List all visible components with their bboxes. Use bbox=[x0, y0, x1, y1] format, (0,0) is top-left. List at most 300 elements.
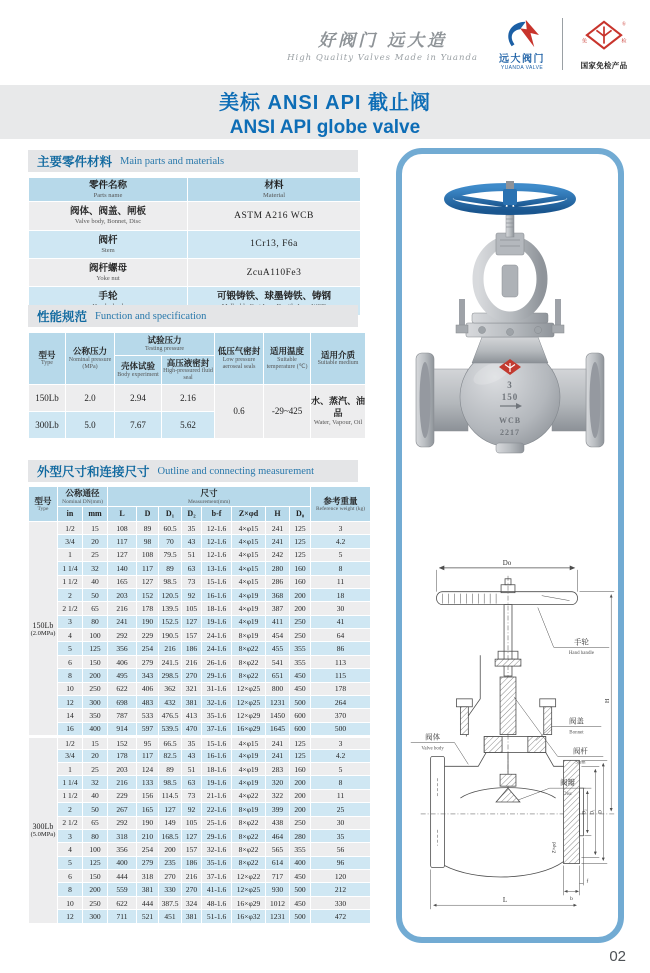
dim-cell: 914 bbox=[108, 723, 136, 735]
dim-cell: 92 bbox=[182, 589, 201, 601]
dim-cell: 241 bbox=[108, 616, 136, 628]
dim-cell: 98 bbox=[137, 535, 158, 547]
marking-heat-number: 2217 bbox=[500, 428, 520, 437]
dim-cell: 267 bbox=[108, 803, 136, 815]
h-en: Reference weight (kg) bbox=[315, 506, 366, 513]
part-name-cell: 阀体、阀盖、闸板 Valve body, Bonnet, Disc bbox=[29, 202, 187, 229]
dim-cell: 300 bbox=[83, 910, 107, 922]
dims-row bbox=[29, 803, 370, 815]
dim-cell: 186 bbox=[182, 857, 201, 869]
dim-cell: 8×φ22 bbox=[232, 830, 265, 842]
dim-cell: 30 bbox=[311, 602, 370, 614]
dim-cell: 30 bbox=[311, 817, 370, 829]
dim-cell: 406 bbox=[137, 683, 158, 695]
dim-cell: 86 bbox=[311, 642, 370, 654]
spec-cell: 2.16 bbox=[162, 385, 214, 411]
dims-row bbox=[29, 683, 370, 695]
dim-cell: 63 bbox=[182, 562, 201, 574]
page-number: 02 bbox=[609, 948, 626, 965]
part-name-cell: 阀杆螺母 Yoke nut bbox=[29, 259, 187, 286]
dim-cell: 4 bbox=[58, 843, 82, 855]
dim-cell: 241.5 bbox=[159, 656, 181, 668]
dim-cell: 411 bbox=[266, 616, 289, 628]
registered-mark: ® bbox=[622, 22, 626, 28]
dim-cell: 178 bbox=[137, 602, 158, 614]
dim-cell: 89 bbox=[159, 763, 181, 775]
col-label-en: Parts name bbox=[93, 191, 123, 199]
dims-row bbox=[29, 870, 370, 882]
dim-cell: 140 bbox=[108, 562, 136, 574]
badge-label: 国家免检产品 bbox=[580, 61, 628, 71]
dims-row bbox=[29, 576, 370, 588]
dim-cell: 48-1.6 bbox=[202, 897, 231, 909]
dim-cell: 16-1.6 bbox=[202, 589, 231, 601]
dim-cell: 16×φ29 bbox=[232, 897, 265, 909]
dim-d-label: D bbox=[598, 810, 604, 814]
dim-cell: 160 bbox=[290, 576, 310, 588]
dim-cell: 186 bbox=[182, 642, 201, 654]
dim-cell: 216 bbox=[182, 870, 201, 882]
dim-cell: 4.2 bbox=[311, 535, 370, 547]
dim-cell: 50 bbox=[83, 803, 107, 815]
dim-cell: 279 bbox=[137, 656, 158, 668]
dims-row bbox=[29, 709, 370, 721]
dim-cell: 500 bbox=[290, 696, 310, 708]
dim-cell: 29-1.6 bbox=[202, 669, 231, 681]
h-en: Suitable temperature (℃) bbox=[266, 356, 308, 370]
dim-cell: 4×φ19 bbox=[232, 763, 265, 775]
col-parts-name bbox=[29, 178, 187, 201]
dim-cell: 21-1.6 bbox=[202, 790, 231, 802]
dim-cell: 318 bbox=[108, 830, 136, 842]
dim-cell: 51-1.6 bbox=[202, 910, 231, 922]
dim-cell: 5 bbox=[311, 763, 370, 775]
heading-en: Main parts and materials bbox=[120, 155, 225, 167]
body-label-en: Valve body bbox=[421, 746, 444, 752]
type-group-cell: 300Lb (5.0MPa) bbox=[29, 736, 57, 922]
dim-cell: 216 bbox=[159, 642, 181, 654]
drawing-right-flange bbox=[564, 760, 580, 863]
dim-cell: 152.5 bbox=[159, 616, 181, 628]
col-nominal-pressure bbox=[66, 333, 114, 384]
drawing-seat bbox=[496, 788, 520, 802]
section-heading bbox=[28, 460, 358, 482]
materials-row bbox=[29, 259, 360, 286]
dim-cell: 1231 bbox=[266, 696, 289, 708]
dim-cell: 40 bbox=[83, 576, 107, 588]
dim-cell: 270 bbox=[182, 883, 201, 895]
dim-cell: 96 bbox=[311, 857, 370, 869]
dims-row bbox=[29, 723, 370, 735]
dim-cell: 4×φ19 bbox=[232, 750, 265, 762]
dim-cell: 241 bbox=[266, 750, 289, 762]
dim-cell: 105 bbox=[182, 602, 201, 614]
dim-cell: 450 bbox=[290, 897, 310, 909]
dims-row bbox=[29, 883, 370, 895]
dim-cell: 32 bbox=[83, 562, 107, 574]
title-bar bbox=[0, 85, 650, 139]
dim-cell: 152 bbox=[108, 736, 136, 748]
h-en: Low pressure aeroseal seals bbox=[222, 356, 256, 370]
dim-cell: 127 bbox=[182, 616, 201, 628]
dim-cell: 500 bbox=[311, 723, 370, 735]
dim-cell: 254 bbox=[137, 642, 158, 654]
section-specification bbox=[28, 305, 366, 439]
dim-cell: 286 bbox=[266, 576, 289, 588]
dim-cell: 178 bbox=[108, 750, 136, 762]
dim-cell: 8×φ22 bbox=[232, 843, 265, 855]
dim-cell: 12 bbox=[58, 910, 82, 922]
dim-cell: 43 bbox=[182, 750, 201, 762]
dim-cell: 483 bbox=[137, 696, 158, 708]
dim-cell: 11 bbox=[311, 576, 370, 588]
dims-row bbox=[29, 549, 370, 561]
dim-cell: 250 bbox=[83, 683, 107, 695]
dim-cell: 12×φ25 bbox=[232, 683, 265, 695]
col-label-cn: 材料 bbox=[264, 180, 284, 191]
dim-cell: 597 bbox=[137, 723, 158, 735]
dim-cell: 464 bbox=[266, 830, 289, 842]
dim-cell: 190 bbox=[137, 817, 158, 829]
dim-cell: 264 bbox=[311, 696, 370, 708]
dim-cell: 600 bbox=[290, 709, 310, 721]
dim-cell: 330 bbox=[311, 897, 370, 909]
dim-cell: 37-1.6 bbox=[202, 870, 231, 882]
heading-en: Outline and connecting measurement bbox=[157, 465, 315, 477]
dim-cell: 120 bbox=[311, 870, 370, 882]
dim-cell: 8 bbox=[311, 776, 370, 788]
dim-cell: 15-1.6 bbox=[202, 576, 231, 588]
body-label-cn: 阀体 bbox=[425, 732, 441, 742]
dim-cell: 559 bbox=[108, 883, 136, 895]
sub-col-D0: D₀ bbox=[290, 507, 310, 521]
dim-cell: 60.5 bbox=[159, 522, 181, 534]
dim-cell: 127 bbox=[159, 803, 181, 815]
inspection-free-badge bbox=[574, 18, 634, 70]
dim-cell: 18-1.6 bbox=[202, 602, 231, 614]
spec-cell: 150Lb bbox=[29, 385, 65, 411]
dim-cell: 298.5 bbox=[159, 669, 181, 681]
h-cn: 型号 bbox=[38, 349, 56, 360]
drawing-disc bbox=[500, 774, 516, 786]
medium-cell: 水、蒸汽、油品 Water, Vapour, Oil bbox=[311, 385, 365, 438]
dim-cell: 82.5 bbox=[159, 750, 181, 762]
dim-cell: 15-1.6 bbox=[202, 736, 231, 748]
dim-cell: 250 bbox=[290, 616, 310, 628]
dim-cell: 4×φ15 bbox=[232, 549, 265, 561]
col-measurement bbox=[108, 487, 310, 506]
dim-cell: 387 bbox=[266, 602, 289, 614]
dim-cell: 622 bbox=[108, 897, 136, 909]
dim-cell: 18 bbox=[311, 589, 370, 601]
dim-cell: 41 bbox=[311, 616, 370, 628]
h-en: Nominal DN(mm) bbox=[62, 498, 103, 505]
dim-cell: 95 bbox=[137, 736, 158, 748]
dim-cell: 127 bbox=[182, 830, 201, 842]
dim-cell: 216 bbox=[108, 776, 136, 788]
dim-cell: 241 bbox=[266, 736, 289, 748]
dim-cell: 8 bbox=[311, 562, 370, 574]
dim-cell: 12×φ25 bbox=[232, 696, 265, 708]
dim-cell: 1 1/4 bbox=[58, 776, 82, 788]
dim-cell: 1450 bbox=[266, 709, 289, 721]
dims-row bbox=[29, 629, 370, 641]
dim-cell: 250 bbox=[83, 897, 107, 909]
dims-row bbox=[29, 817, 370, 829]
dim-cell: 12-1.6 bbox=[202, 535, 231, 547]
handwheel-label-en: Hand handle bbox=[568, 651, 595, 657]
stem-label-en: Stem bbox=[575, 760, 586, 766]
h-cn: 公称通径 bbox=[65, 488, 100, 498]
dim-cell: 51 bbox=[182, 549, 201, 561]
dim-d2-label: D₂ bbox=[582, 809, 588, 815]
dim-cell: 4×φ15 bbox=[232, 535, 265, 547]
dim-cell: 165 bbox=[137, 803, 158, 815]
section-materials bbox=[28, 150, 358, 316]
h-en: Type bbox=[37, 506, 49, 513]
dim-cell: 203 bbox=[108, 763, 136, 775]
dim-cell: 200 bbox=[290, 803, 310, 815]
dims-row bbox=[29, 763, 370, 775]
h-cn: 高压液密封 bbox=[166, 357, 210, 368]
dim-cell: 283 bbox=[266, 763, 289, 775]
dim-cell: 32-1.6 bbox=[202, 843, 231, 855]
dim-cell: 381 bbox=[182, 910, 201, 922]
dims-row bbox=[29, 843, 370, 855]
materials-row bbox=[29, 202, 360, 229]
dim-cell: 400 bbox=[290, 857, 310, 869]
material-cell: ZcuA110Fe3 bbox=[188, 259, 360, 286]
dim-cell: 355 bbox=[290, 642, 310, 654]
dim-cell: 8×φ22 bbox=[232, 817, 265, 829]
yuanda-logo-icon bbox=[500, 18, 544, 50]
sub-col-mm: mm bbox=[83, 507, 107, 521]
stem-label-cn: 阀杆 bbox=[573, 746, 588, 756]
col-reference-weight bbox=[311, 487, 370, 521]
dim-cell: 2 bbox=[58, 803, 82, 815]
dim-cell: 1 1/2 bbox=[58, 576, 82, 588]
dim-cell: 35 bbox=[182, 522, 201, 534]
dim-cell: 25 bbox=[83, 763, 107, 775]
section-heading bbox=[28, 150, 358, 172]
page-title-en: ANSI API globe valve bbox=[229, 116, 421, 138]
h-en: Body experiment bbox=[117, 371, 159, 378]
dim-cell: 279 bbox=[137, 857, 158, 869]
col-medium bbox=[311, 333, 365, 384]
dim-h-label: H bbox=[605, 698, 612, 703]
bonnet-label-cn: 阀盖 bbox=[569, 716, 584, 726]
dim-cell: 235 bbox=[159, 857, 181, 869]
dim-cell: 8×φ22 bbox=[232, 857, 265, 869]
dim-cell: 495 bbox=[108, 669, 136, 681]
dim-cell: 108 bbox=[137, 549, 158, 561]
dim-cell: 150 bbox=[83, 870, 107, 882]
dim-cell: 400 bbox=[83, 723, 107, 735]
dim-cell: 190 bbox=[137, 616, 158, 628]
dim-cell: 330 bbox=[159, 883, 181, 895]
dim-cell: 16×φ32 bbox=[232, 910, 265, 922]
dim-cell: 368 bbox=[266, 589, 289, 601]
dim-cell: 200 bbox=[83, 883, 107, 895]
dim-cell: 444 bbox=[108, 870, 136, 882]
dim-cell: 19-1.6 bbox=[202, 776, 231, 788]
dim-cell: 470 bbox=[182, 723, 201, 735]
dim-cell: 1645 bbox=[266, 723, 289, 735]
dim-cell: 4×φ19 bbox=[232, 616, 265, 628]
drawing-left-flange bbox=[431, 756, 445, 867]
dim-cell: 124 bbox=[137, 763, 158, 775]
dims-row bbox=[29, 857, 370, 869]
sub-col-D1: D₁ bbox=[159, 507, 181, 521]
dim-cell: 600 bbox=[290, 723, 310, 735]
dim-cell: 8×φ19 bbox=[232, 803, 265, 815]
dims-row bbox=[29, 589, 370, 601]
dim-cell: 1 bbox=[58, 549, 82, 561]
material-cell: ASTM A216 WCB bbox=[188, 202, 360, 229]
dim-cell: 444 bbox=[137, 897, 158, 909]
dim-cell: 73 bbox=[182, 790, 201, 802]
dim-cell: 3 bbox=[311, 736, 370, 748]
material-cell: 1Cr13, F6a bbox=[188, 231, 360, 258]
dim-cell: 1231 bbox=[266, 910, 289, 922]
marking-material: WCB bbox=[498, 416, 522, 425]
h-en: High-pressured fluid seal bbox=[163, 368, 213, 382]
page-title-cn: 美标 ANSI API 截止阀 bbox=[218, 91, 432, 114]
dim-cell: 200 bbox=[159, 843, 181, 855]
temperature-cell: -29~425 bbox=[264, 385, 310, 438]
brand-slogan bbox=[287, 26, 478, 63]
h-en: Type bbox=[41, 360, 53, 367]
dim-cell: 98.5 bbox=[159, 576, 181, 588]
dim-cell: 115 bbox=[311, 669, 370, 681]
globe-valve-photo bbox=[410, 166, 610, 478]
dim-cell: 614 bbox=[266, 857, 289, 869]
h-en: Nominal pressure (MPa) bbox=[68, 356, 112, 370]
dim-cell: 356 bbox=[108, 642, 136, 654]
h-en: Measurement(mm) bbox=[187, 498, 231, 505]
materials-row bbox=[29, 231, 360, 258]
dim-cell: 114.5 bbox=[159, 790, 181, 802]
dim-cell: 450 bbox=[290, 870, 310, 882]
dim-cell: 370 bbox=[311, 709, 370, 721]
col-label-cn: 零件名称 bbox=[88, 180, 127, 191]
dim-holes-label: Z×φd bbox=[552, 842, 558, 854]
dim-cell: 157 bbox=[182, 843, 201, 855]
dim-cell: 156 bbox=[137, 790, 158, 802]
dim-cell: 8×φ22 bbox=[232, 669, 265, 681]
dim-cell: 125 bbox=[290, 750, 310, 762]
dim-cell: 541 bbox=[266, 656, 289, 668]
dim-cell: 165 bbox=[108, 576, 136, 588]
dim-cell: 318 bbox=[137, 870, 158, 882]
dim-cell: 250 bbox=[290, 817, 310, 829]
badge-char-right: 检 bbox=[621, 38, 627, 45]
col-body-test bbox=[115, 356, 161, 384]
dim-cell: 66.5 bbox=[159, 736, 181, 748]
col-label-en: Material bbox=[262, 191, 286, 199]
dim-cell: 150 bbox=[83, 656, 107, 668]
dim-cell: 41-1.6 bbox=[202, 883, 231, 895]
sub-col-D: D bbox=[137, 507, 158, 521]
dim-cell: 400 bbox=[108, 857, 136, 869]
heading-cn: 外型尺寸和连接尺寸 bbox=[37, 465, 150, 479]
dim-cell: 117 bbox=[137, 750, 158, 762]
dim-cell: 8 bbox=[58, 669, 82, 681]
h-cn: 参考重量 bbox=[323, 495, 358, 506]
sub-col-bf: b-f bbox=[202, 507, 231, 521]
heading-cn: 主要零件材料 bbox=[37, 155, 113, 169]
heading-cn: 性能规范 bbox=[37, 310, 88, 324]
bonnet-label-en: Bonnet bbox=[569, 730, 584, 736]
dim-cell: 12×φ29 bbox=[232, 709, 265, 721]
dim-cell: 454 bbox=[266, 629, 289, 641]
section-heading bbox=[28, 305, 358, 327]
dim-cell: 210 bbox=[137, 830, 158, 842]
dim-cell: 65 bbox=[83, 602, 107, 614]
material-cell: 可锻铸铁、球墨铸铁、铸钢 bbox=[188, 287, 360, 314]
dim-cell: 4×φ15 bbox=[232, 522, 265, 534]
dim-cell: 350 bbox=[83, 709, 107, 721]
dim-cell: 200 bbox=[290, 589, 310, 601]
spec-cell: 7.67 bbox=[115, 412, 161, 438]
spec-cell: 5.0 bbox=[66, 412, 114, 438]
dim-cell: 24-1.6 bbox=[202, 629, 231, 641]
dim-cell: 120.5 bbox=[159, 589, 181, 601]
dim-cell: 200 bbox=[290, 602, 310, 614]
dims-row bbox=[29, 830, 370, 842]
dim-cell: 108 bbox=[108, 522, 136, 534]
dim-cell: 35 bbox=[311, 830, 370, 842]
dim-cell: 152 bbox=[137, 589, 158, 601]
dim-cell: 1 bbox=[58, 763, 82, 775]
dim-cell: 500 bbox=[290, 910, 310, 922]
dim-cell: 79.5 bbox=[159, 549, 181, 561]
dim-cell: 5 bbox=[311, 549, 370, 561]
dim-cell: 4.2 bbox=[311, 750, 370, 762]
dim-f-label: f bbox=[586, 878, 589, 885]
dim-cell: 355 bbox=[290, 843, 310, 855]
dim-cell: 500 bbox=[290, 883, 310, 895]
dim-cell: 14 bbox=[58, 709, 82, 721]
dims-row bbox=[29, 750, 370, 762]
dim-cell: 190.5 bbox=[159, 629, 181, 641]
spec-cell: 2.94 bbox=[115, 385, 161, 411]
dim-cell: 787 bbox=[108, 709, 136, 721]
dim-cell: 1 1/4 bbox=[58, 562, 82, 574]
spec-row bbox=[29, 385, 365, 411]
dim-cell: 98.5 bbox=[159, 776, 181, 788]
dim-cell: 125 bbox=[290, 549, 310, 561]
dim-cell: 12-1.6 bbox=[202, 522, 231, 534]
dim-cell: 127 bbox=[108, 549, 136, 561]
dim-cell: 80 bbox=[83, 830, 107, 842]
dim-cell: 300 bbox=[83, 696, 107, 708]
dim-cell: 105 bbox=[182, 817, 201, 829]
sub-col-D2: D₂ bbox=[182, 507, 201, 521]
spec-cell: 5.62 bbox=[162, 412, 214, 438]
dim-cell: 125 bbox=[290, 522, 310, 534]
dim-cell: 324 bbox=[182, 897, 201, 909]
dim-b-label: b bbox=[570, 896, 573, 903]
dim-cell: 19-1.6 bbox=[202, 616, 231, 628]
dim-cell: 432 bbox=[159, 696, 181, 708]
dim-cell: 203 bbox=[108, 589, 136, 601]
dim-cell: 15 bbox=[83, 522, 107, 534]
dim-cell: 450 bbox=[290, 669, 310, 681]
dim-cell: 216 bbox=[182, 656, 201, 668]
dim-cell: 270 bbox=[159, 870, 181, 882]
dims-row bbox=[29, 910, 370, 922]
